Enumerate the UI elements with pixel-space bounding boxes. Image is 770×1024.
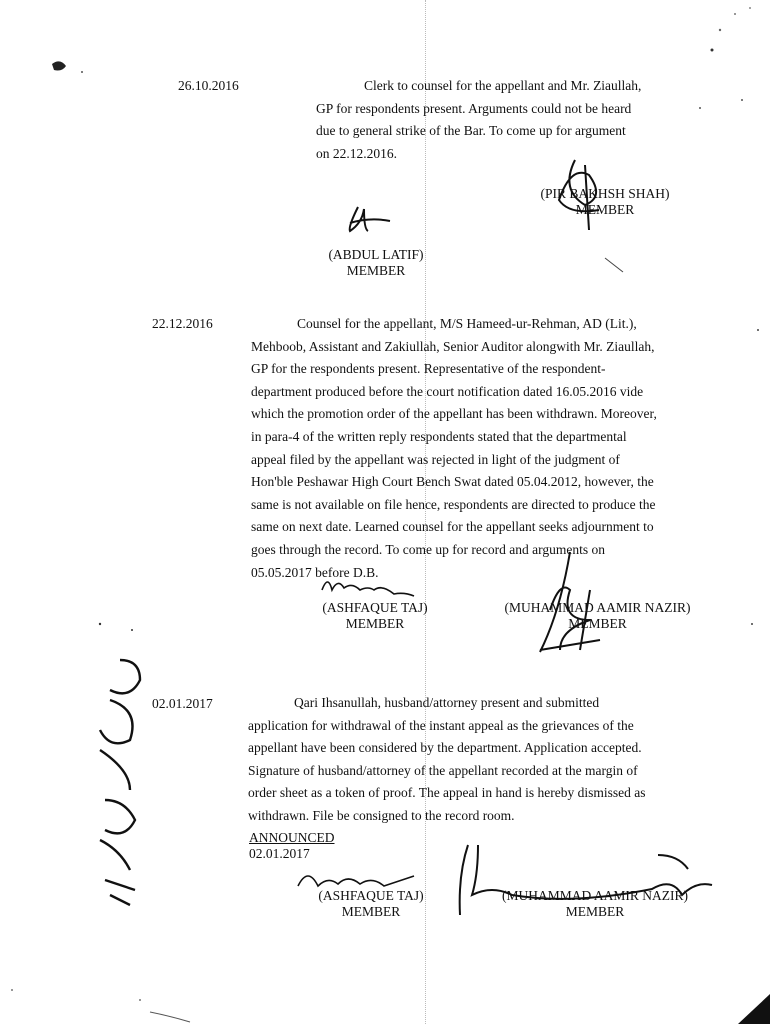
signatory-role: MEMBER (568, 616, 627, 631)
entry-date: 22.12.2016 (152, 316, 213, 331)
order-line: same is not available on file hence, respondents are directed to produce the (251, 496, 656, 512)
announced-date: 02.01.2017 (249, 846, 310, 861)
order-line: application for withdrawal of the instant appeal as the grievances of the (248, 717, 634, 733)
order-line: Counsel for the appellant, M/S Hameed-ur-Rehman, AD (Lit.), (297, 316, 637, 331)
signatory-name: (MUHAMMAD AAMIR NAZIR) (501, 888, 688, 903)
order-line: due to general strike of the Bar. To come up for argument (316, 123, 626, 139)
order-paragraph (248, 692, 708, 828)
signatory-name: (ASHFAQUE TAJ) (322, 600, 428, 615)
order-line: GP for respondents present. Arguments could not be heard (316, 100, 632, 116)
signatory-block (490, 600, 705, 632)
order-line: Mehboob, Assistant and Zakiullah, Senior Auditor alongwith Mr. Ziaullah, (251, 338, 655, 354)
order-line: appellant have been considered by the department. Application accepted. (248, 740, 642, 756)
signatory-name: (MUHAMMAD AAMIR NAZIR) (504, 600, 691, 615)
order-paragraph (316, 75, 694, 165)
margin-handwritten-signature (80, 650, 160, 910)
signatory-block (296, 888, 446, 920)
order-line: order sheet as a token of proof. The appeal in hand is hereby dismissed as (248, 785, 646, 801)
order-line: Qari Ihsanullah, husband/attorney present and submitted (294, 695, 600, 710)
handwritten-signature (340, 203, 400, 239)
signatory-block (530, 186, 680, 218)
signatory-name: (PIR BAKHSH SHAH) (540, 186, 670, 201)
signatory-role: MEMBER (346, 263, 406, 278)
signatory-role: MEMBER (341, 904, 401, 919)
order-line: Hon'ble Peshawar High Court Bench Swat dated 05.04.2012, however, the (251, 474, 654, 490)
entry-date: 02.01.2017 (152, 696, 213, 711)
signatory-name: (ASHFAQUE TAJ) (318, 888, 424, 903)
order-line: department produced before the court notification dated 16.05.2016 vide (251, 383, 644, 399)
signatory-role: MEMBER (565, 904, 625, 919)
order-line: appeal filed by the appellant was rejected in light of the judgment of (251, 451, 620, 467)
signatory-role: MEMBER (575, 202, 635, 217)
order-line: GP for the respondents present. Representative of the respondent- (251, 361, 606, 377)
order-line: in para-4 of the written reply respondents stated that the departmental (251, 428, 627, 444)
handwritten-signature (316, 570, 436, 600)
order-line: withdrawn. File be consigned to the record room. (248, 807, 515, 823)
signatory-block (306, 247, 446, 279)
order-paragraph (251, 313, 711, 584)
announced-label: ANNOUNCED (249, 830, 335, 845)
announcement-block (249, 830, 335, 862)
order-line: which the promotion order of the appellant has been withdrawn. Moreover, (251, 406, 657, 422)
order-line: Signature of husband/attorney of the appellant recorded at the margin of (248, 762, 638, 778)
signatory-block (300, 600, 450, 632)
order-line: goes through the record. To come up for record and arguments on (251, 541, 605, 557)
order-line: Clerk to counsel for the appellant and Mr. Ziaullah, (364, 78, 642, 93)
order-line: 05.05.2017 before D.B. (251, 564, 379, 580)
signatory-role: MEMBER (345, 616, 405, 631)
signatory-block (485, 888, 705, 920)
order-line: on 22.12.2016. (316, 145, 397, 161)
entry-date: 26.10.2016 (178, 78, 239, 93)
signatory-name: (ABDUL LATIF) (328, 247, 424, 262)
order-line: same on next date. Learned counsel for the appellant seeks adjournment to (251, 519, 654, 535)
